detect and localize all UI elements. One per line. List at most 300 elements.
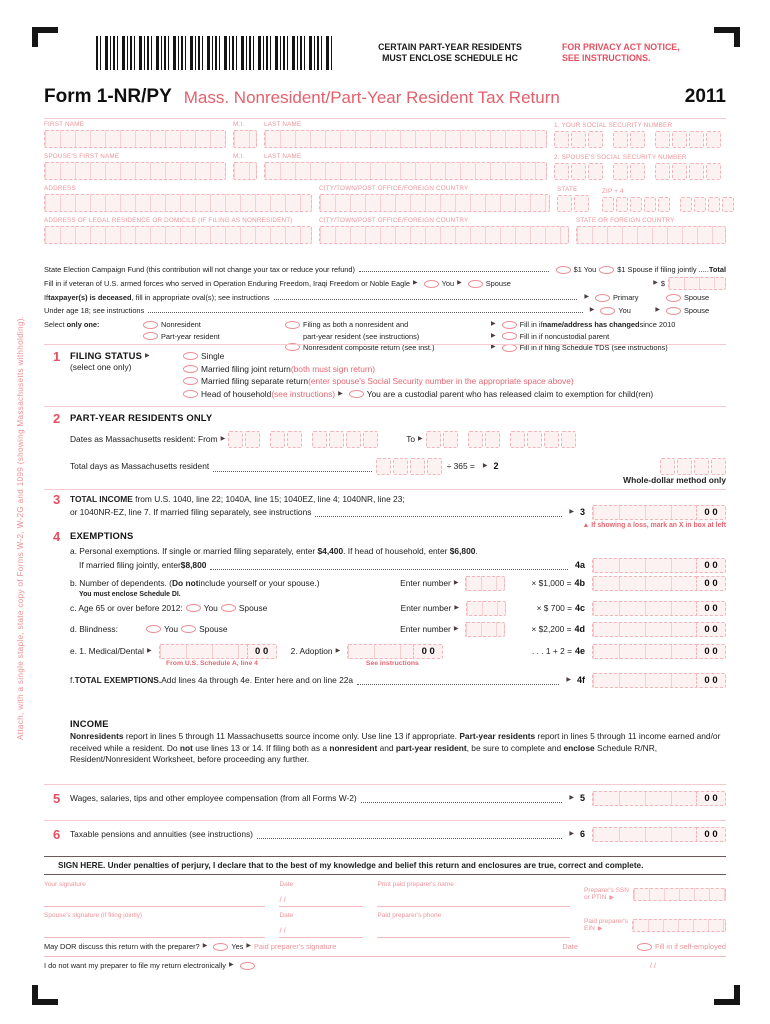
section-4-exemptions (44, 530, 726, 688)
nonresident-label: Nonresident (161, 320, 201, 329)
dotted-leader (213, 471, 372, 472)
adoption-amount-field[interactable] (347, 644, 443, 659)
income-seg-6: nonresident (329, 742, 378, 753)
part-year-resident-label: Part-year resident (161, 331, 220, 341)
blindness-you-label: You (163, 623, 179, 634)
preparer-ein-label-2: EIN (584, 925, 595, 932)
line-4f-row (70, 673, 726, 688)
line-3-text-1 (70, 493, 726, 506)
line-6-ref: 6 (579, 829, 585, 840)
arrow-icon: ▶ (228, 962, 234, 968)
4f-seg2: Add lines 4a through 4e. Enter here and on line 22a (161, 674, 354, 685)
char-cell[interactable] (554, 163, 569, 180)
income-seg-2: Part-year residents (459, 731, 536, 741)
arrow-icon: ▶ (584, 294, 589, 300)
amount-cents: 0 0 (696, 622, 726, 637)
schedule-di-note: You must enclose Schedule DI. (79, 590, 181, 598)
line-4a-ref: 4a (574, 559, 585, 570)
first-name-label: FIRST NAME (44, 121, 85, 128)
char-cell[interactable] (554, 131, 569, 148)
composite-return-label: Nonresident composite return (see inst.) (303, 342, 435, 352)
preparer-signature-label: Paid preparer's signature (254, 942, 337, 951)
char-cell[interactable] (312, 431, 327, 448)
line-4d-row (70, 622, 726, 637)
preparer-ssn-group (584, 881, 726, 907)
under-18-spouse-oval[interactable] (666, 307, 681, 315)
char-cell[interactable] (426, 431, 441, 448)
election-total-label: Total (708, 265, 726, 274)
dotted-leader (359, 271, 549, 272)
line-4b-amount-field[interactable] (592, 576, 726, 591)
char-cell[interactable] (630, 131, 645, 148)
dotted-leader (315, 516, 562, 517)
4d-enter-number-label: Enter number (400, 623, 451, 634)
income-seg-1: report in lines 5 through 11 Massachusetts source income only. Use line 13 if appropriate. (123, 731, 460, 741)
veteran-you-oval[interactable] (424, 280, 439, 288)
income-seg-9: , be sure to complete and (466, 742, 564, 753)
election-you-oval[interactable] (556, 266, 571, 274)
char-cell[interactable] (602, 197, 614, 212)
preparer-name-label: Print paid preparer's name (377, 881, 454, 888)
amount-dollars[interactable] (592, 644, 696, 659)
city-input[interactable] (319, 194, 550, 212)
char-cell[interactable] (485, 431, 500, 448)
char-cell[interactable] (393, 458, 408, 475)
deceased-label-a: If (44, 293, 49, 302)
income-seg-5: use lines 13 or 14. If filing both as a (192, 742, 330, 753)
blindness-spouse-oval[interactable] (181, 625, 196, 633)
char-cell[interactable] (677, 458, 692, 475)
veteran-label: Fill in if veteran of U.S. armed forces who served in Operation Enduring Freedom, Iraqi Freedom or Noble Eagle (44, 279, 411, 288)
dor-discuss-row (44, 941, 726, 957)
self-employed-oval[interactable] (637, 943, 652, 951)
arrow-icon: ▶ (453, 579, 459, 586)
efile-opt-out-row (44, 960, 726, 971)
spouse-last-name-label: LAST NAME (264, 153, 302, 160)
4a-seg1: a. Personal exemptions. If single or married filing separately, enter (70, 546, 318, 556)
char-cell[interactable] (644, 197, 656, 212)
char-cell[interactable] (376, 458, 391, 475)
single-label: Single (201, 351, 225, 361)
char-cell[interactable] (574, 195, 589, 212)
char-cell[interactable] (655, 163, 670, 180)
char-cell[interactable] (613, 163, 628, 180)
char-cell[interactable] (616, 197, 628, 212)
char-cell[interactable] (443, 431, 458, 448)
dotted-leader (257, 838, 562, 839)
under-18-you-label: You (618, 306, 631, 315)
married-joint-oval[interactable] (183, 365, 198, 373)
line-4e-ref: 4e (574, 645, 585, 656)
first-name-input[interactable] (44, 130, 226, 148)
schedule-tds-label: Fill in if filing Schedule TDS (see instructions) (519, 343, 668, 352)
amount-cents: 0 0 (696, 601, 726, 616)
4b-multiplier: × $1,000 = (531, 577, 572, 588)
amount-dollars[interactable] (347, 644, 413, 659)
total-days-input[interactable] (376, 458, 442, 475)
divider (44, 489, 726, 490)
name-row (44, 121, 726, 148)
resident-dates-row (70, 431, 726, 448)
line-5-label: Wages, salaries, tips and other employee compensation (from all Forms W-2) (70, 793, 357, 804)
divider (44, 406, 726, 407)
state-foreign-input[interactable] (576, 226, 726, 244)
section-2-number: 2 (53, 411, 61, 426)
amount-cents: 0 0 (696, 827, 726, 842)
amount-dollars[interactable] (592, 505, 696, 520)
under-18-you-oval[interactable] (600, 307, 615, 315)
loss-note: ▲ If showing a loss, mark an X in box at left (582, 522, 726, 529)
divider (44, 784, 726, 785)
section-1-title-col (70, 350, 180, 400)
line-4f-ref: 4f (576, 674, 585, 685)
preparer-ein-group (584, 912, 726, 938)
domicile-label: ADDRESS OF LEGAL RESIDENCE OR DOMICILE (IF FILING AS NONRESIDENT) (44, 217, 293, 224)
address-input[interactable] (44, 194, 312, 212)
mi-label: M.I. (233, 121, 245, 128)
arrow-icon: ▶ (566, 676, 571, 683)
status-joint-row (180, 363, 726, 376)
char-cell[interactable] (680, 197, 692, 212)
arrow-icon: ▶ (569, 831, 574, 838)
preparer-phone-label: Paid preparer's phone (377, 912, 442, 919)
arrow-icon: ▶ (338, 390, 343, 397)
divider (44, 344, 726, 345)
amount-cents: 0 0 (696, 558, 726, 573)
char-cell[interactable] (689, 131, 704, 148)
arrow-icon: ▶ (457, 280, 462, 286)
4b-enter-number-label: Enter number (400, 577, 451, 588)
your-signature-field[interactable] (44, 881, 265, 907)
your-signature-label: Your signature (44, 881, 86, 888)
divider (44, 874, 726, 875)
section-1-filing-status (44, 342, 726, 400)
char-cell[interactable] (363, 431, 378, 448)
income-seg-10: enclose (563, 742, 595, 753)
char-cell[interactable] (672, 163, 687, 180)
mi-input[interactable] (233, 130, 257, 148)
char-cell[interactable] (708, 197, 720, 212)
4a-seg4: If married filing jointly, enter (79, 559, 181, 570)
char-cell[interactable] (660, 458, 675, 475)
char-cell[interactable] (694, 458, 709, 475)
deceased-spouse-oval[interactable] (666, 294, 681, 302)
income-intro (44, 718, 726, 766)
noncustodial-label: Fill in if noncustodial parent (519, 331, 610, 341)
status-separate-row (180, 375, 726, 388)
custodial-parent-oval[interactable] (349, 390, 364, 398)
divider (44, 820, 726, 821)
income-paragraph (70, 731, 726, 766)
select-label-a: Select (44, 320, 67, 329)
line-4c-ref: 4c (574, 602, 585, 613)
election-fund-row (44, 264, 726, 275)
amount-dollars[interactable] (592, 827, 696, 842)
line-4e-amount-field[interactable] (592, 644, 726, 659)
domicile-city-label: CITY/TOWN/POST OFFICE/FOREIGN COUNTRY (319, 217, 469, 224)
arrow-icon: ▶ (482, 463, 488, 470)
preparer-ein-input[interactable] (632, 919, 726, 932)
preparer-ssn-label-1: Preparer's SSN (584, 887, 629, 894)
char-cell[interactable] (468, 431, 483, 448)
married-joint-note: (both must sign return) (290, 363, 376, 374)
char-cell[interactable] (630, 163, 645, 180)
ratio-input[interactable] (660, 458, 726, 475)
4f-seg1: f. (70, 674, 75, 685)
char-cell[interactable] (329, 431, 344, 448)
part-year-resident-oval[interactable] (143, 332, 158, 340)
line-4f-amount-field[interactable] (592, 673, 726, 688)
name-address-changed-oval[interactable] (502, 321, 517, 329)
line-3-amount-field[interactable] (592, 505, 726, 520)
char-cell[interactable] (672, 131, 687, 148)
char-cell[interactable] (706, 131, 721, 148)
preparer-ssn-input[interactable] (633, 888, 726, 901)
spouse-last-name-input[interactable] (264, 162, 547, 180)
filing-both-oval[interactable] (285, 321, 300, 329)
char-cell[interactable] (427, 458, 442, 475)
spouse-name-row (44, 153, 726, 180)
tax-year: 2011 (684, 86, 726, 107)
noncustodial-row (488, 331, 726, 342)
election-spouse-oval[interactable] (599, 266, 614, 274)
married-separate-oval[interactable] (183, 377, 198, 385)
spouse-signature-date-field[interactable] (279, 912, 363, 938)
noncustodial-oval[interactable] (502, 332, 517, 340)
blindness-count-input[interactable] (465, 622, 505, 637)
arrow-icon: ▶ (220, 436, 226, 443)
privacy-act-line1: FOR PRIVACY ACT NOTICE, (562, 42, 680, 52)
char-cell[interactable] (588, 163, 603, 180)
privacy-act-notice (562, 42, 680, 64)
total-income-bold: TOTAL INCOME (70, 493, 133, 504)
deceased-spouse-label: Spouse (684, 293, 710, 302)
deceased-row (44, 292, 726, 303)
line-3-row (70, 505, 726, 520)
arrow-icon: ▶ (491, 344, 496, 350)
preparer-phone-field[interactable] (377, 912, 570, 938)
schedule-hc-notice-line1: CERTAIN PART-YEAR RESIDENTS (378, 42, 522, 52)
dor-discuss-label: May DOR discuss this return with the preparer? (44, 942, 200, 951)
amount-dollars[interactable] (592, 601, 696, 616)
arrow-icon: ▶ (335, 647, 341, 654)
line-5-amount-field[interactable] (592, 791, 726, 806)
age65-you-oval[interactable] (186, 604, 201, 612)
schedule-a-note: From U.S. Schedule A, line 4 (166, 659, 258, 667)
dotted-leader (274, 299, 578, 300)
preparer-ein-label-1: Paid preparer's (584, 918, 628, 925)
arrow-icon: ▶ (454, 604, 459, 611)
arrow-icon: ▶ (653, 280, 658, 286)
signature-line (44, 895, 265, 904)
char-cell[interactable] (544, 431, 559, 448)
char-cell[interactable] (658, 197, 670, 212)
form-content (44, 30, 726, 998)
char-cell[interactable] (245, 431, 260, 448)
char-cell[interactable] (722, 197, 734, 212)
total-income-rest: from U.S. 1040, line 22; 1040A, line 15; 1040EZ, line 4; 1040NR, line 23; (132, 493, 405, 504)
char-cell[interactable] (689, 163, 704, 180)
date-from-input[interactable] (228, 431, 378, 448)
domicile-input[interactable] (44, 226, 312, 244)
line-4e-row (70, 644, 726, 659)
char-cell[interactable] (557, 195, 572, 212)
char-cell[interactable] (711, 458, 726, 475)
line-6-block (44, 818, 726, 842)
veteran-spouse-oval[interactable] (468, 280, 483, 288)
4a-amount-6800: $6,800 (449, 546, 476, 556)
your-ssn-label: 1. YOUR SOCIAL SECURITY NUMBER (554, 122, 673, 129)
nonresident-oval[interactable] (143, 321, 158, 329)
dotted-leader (210, 569, 568, 570)
char-cell[interactable] (561, 431, 576, 448)
char-cell[interactable] (613, 131, 628, 148)
page-header (44, 30, 726, 80)
line-3-text-2: or 1040NR-EZ, line 7. If married filing separately, see instructions (70, 507, 312, 518)
dotted-leader (361, 802, 563, 803)
spouse-mi-label: M.I. (233, 153, 245, 160)
efile-opt-out-oval[interactable] (240, 962, 255, 970)
char-cell[interactable] (694, 197, 706, 212)
char-cell[interactable] (510, 431, 525, 448)
married-joint-label: Married filing joint return (201, 363, 291, 374)
your-signature-date-field[interactable] (279, 881, 363, 907)
filing-both-label-2: part-year resident (see instructions) (303, 331, 420, 341)
veteran-you-label: You (441, 279, 455, 288)
city-label: CITY/TOWN/POST OFFICE/FOREIGN COUNTRY (319, 185, 469, 192)
self-employed-label: Fill in if self-employed (654, 942, 726, 951)
line-4b-ref: 4b (574, 577, 585, 588)
deceased-primary-oval[interactable] (595, 294, 610, 302)
date-slashes: / / (279, 926, 286, 935)
age65-spouse-label: Spouse (238, 602, 268, 613)
amount-cents: 0 0 (696, 505, 726, 520)
whole-dollar-note: Whole-dollar method only (623, 475, 726, 485)
section-3-total-income (44, 474, 726, 529)
deceased-primary-label: Primary (613, 293, 639, 302)
schedule-hc-notice-line2: MUST ENCLOSE SCHEDULE HC (382, 53, 518, 63)
signature-line (377, 895, 570, 904)
total-days-row (70, 458, 726, 475)
part-year-title: PART-YEAR RESIDENTS ONLY (70, 412, 213, 423)
dates-to-label: To (406, 434, 416, 445)
date-label: Date (279, 881, 294, 888)
amount-dollars[interactable] (592, 673, 696, 688)
line-6-label: Taxable pensions and annuities (see instructions) (70, 829, 253, 840)
deceased-label-c: , fill in appropriate oval(s); see instructions (131, 293, 270, 302)
line-5-block (44, 782, 726, 806)
section-3-number: 3 (53, 491, 61, 507)
age65-count-input[interactable] (466, 601, 506, 616)
age65-spouse-oval[interactable] (221, 604, 236, 612)
amount-dollars[interactable] (592, 576, 696, 591)
divider (44, 856, 726, 857)
arrow-icon: ▶ (589, 307, 595, 313)
char-cell[interactable] (527, 431, 542, 448)
election-you-label: $1 You (573, 265, 597, 274)
income-seg-4: not (179, 742, 193, 753)
last-name-label: LAST NAME (264, 121, 302, 128)
amount-dollars[interactable] (592, 622, 696, 637)
char-cell[interactable] (228, 431, 243, 448)
select-label-b: only one: (66, 320, 100, 329)
4e-medical-label: e. 1. Medical/Dental (70, 645, 145, 656)
last-name-input[interactable] (264, 130, 547, 148)
income-seg-8: part-year resident (395, 742, 467, 753)
signature-line (44, 926, 265, 935)
char-cell[interactable] (588, 131, 603, 148)
dor-discuss-yes-oval[interactable] (213, 943, 228, 951)
amount-dollars[interactable] (592, 791, 696, 806)
dependents-count-input[interactable] (465, 576, 505, 591)
date-to-input[interactable] (426, 431, 576, 448)
amount-cents: 0 0 (413, 644, 443, 659)
status-single-row (180, 350, 726, 363)
domicile-city-input[interactable] (319, 226, 569, 244)
preparer-name-field[interactable] (377, 881, 570, 907)
arrow-icon: ▶ (453, 625, 459, 632)
4b-seg2: include yourself or your spouse.) (198, 577, 320, 588)
zip-input[interactable] (602, 197, 726, 212)
election-total-input[interactable] (668, 277, 726, 290)
section-2-part-year (44, 404, 726, 475)
divider (44, 118, 726, 119)
arrow-icon: ▶ (491, 332, 496, 339)
line-6-amount-field[interactable] (592, 827, 726, 842)
char-cell[interactable] (655, 131, 670, 148)
line-6-row (44, 827, 726, 842)
char-cell[interactable] (706, 163, 721, 180)
veteran-spouse-label: Spouse (485, 279, 511, 288)
amount-dollars[interactable] (159, 644, 247, 659)
blindness-you-oval[interactable] (146, 625, 161, 633)
head-of-household-oval[interactable] (183, 390, 198, 398)
line-4d-amount-field[interactable] (592, 622, 726, 637)
char-cell[interactable] (270, 431, 285, 448)
char-cell[interactable] (571, 131, 586, 148)
line-4d-ref: 4d (574, 623, 585, 634)
staple-attachment-note: Attach, with a single staple, state copy of Forms W-2, W-2G and 1099 (showing Massachusetts withholding). (16, 315, 25, 741)
char-cell[interactable] (410, 458, 425, 475)
spouse-first-name-input[interactable] (44, 162, 226, 180)
name-address-changed-row (488, 319, 726, 330)
line-4c-amount-field[interactable] (592, 601, 726, 616)
see-instructions-note: See instructions (365, 659, 419, 667)
arrow-icon: ▶ (569, 795, 574, 802)
spouse-ssn-input[interactable] (554, 163, 726, 180)
medical-dental-amount-field[interactable] (159, 644, 277, 659)
spouse-signature-field[interactable] (44, 912, 265, 938)
char-cell[interactable] (287, 431, 302, 448)
char-cell[interactable] (346, 431, 361, 448)
options-section (44, 264, 726, 354)
4d-label: d. Blindness: (70, 623, 118, 634)
total-days-label: Total days as Massachusetts resident (70, 461, 210, 472)
line-4a-amount-field[interactable] (592, 558, 726, 573)
state-input[interactable] (557, 195, 595, 212)
signature-line (377, 926, 570, 935)
under-18-label: Under age 18; see instructions (44, 306, 145, 315)
char-cell[interactable] (571, 163, 586, 180)
preparer-ssn-label-2: or PTIN (584, 894, 607, 901)
spouse-mi-input[interactable] (233, 162, 257, 180)
char-cell[interactable] (630, 197, 642, 212)
privacy-act-line2: SEE INSTRUCTIONS. (562, 53, 651, 63)
amount-dollars[interactable] (592, 558, 696, 573)
your-ssn-input[interactable] (554, 131, 726, 148)
age65-you-label: You (203, 602, 218, 613)
single-oval[interactable] (183, 352, 198, 360)
